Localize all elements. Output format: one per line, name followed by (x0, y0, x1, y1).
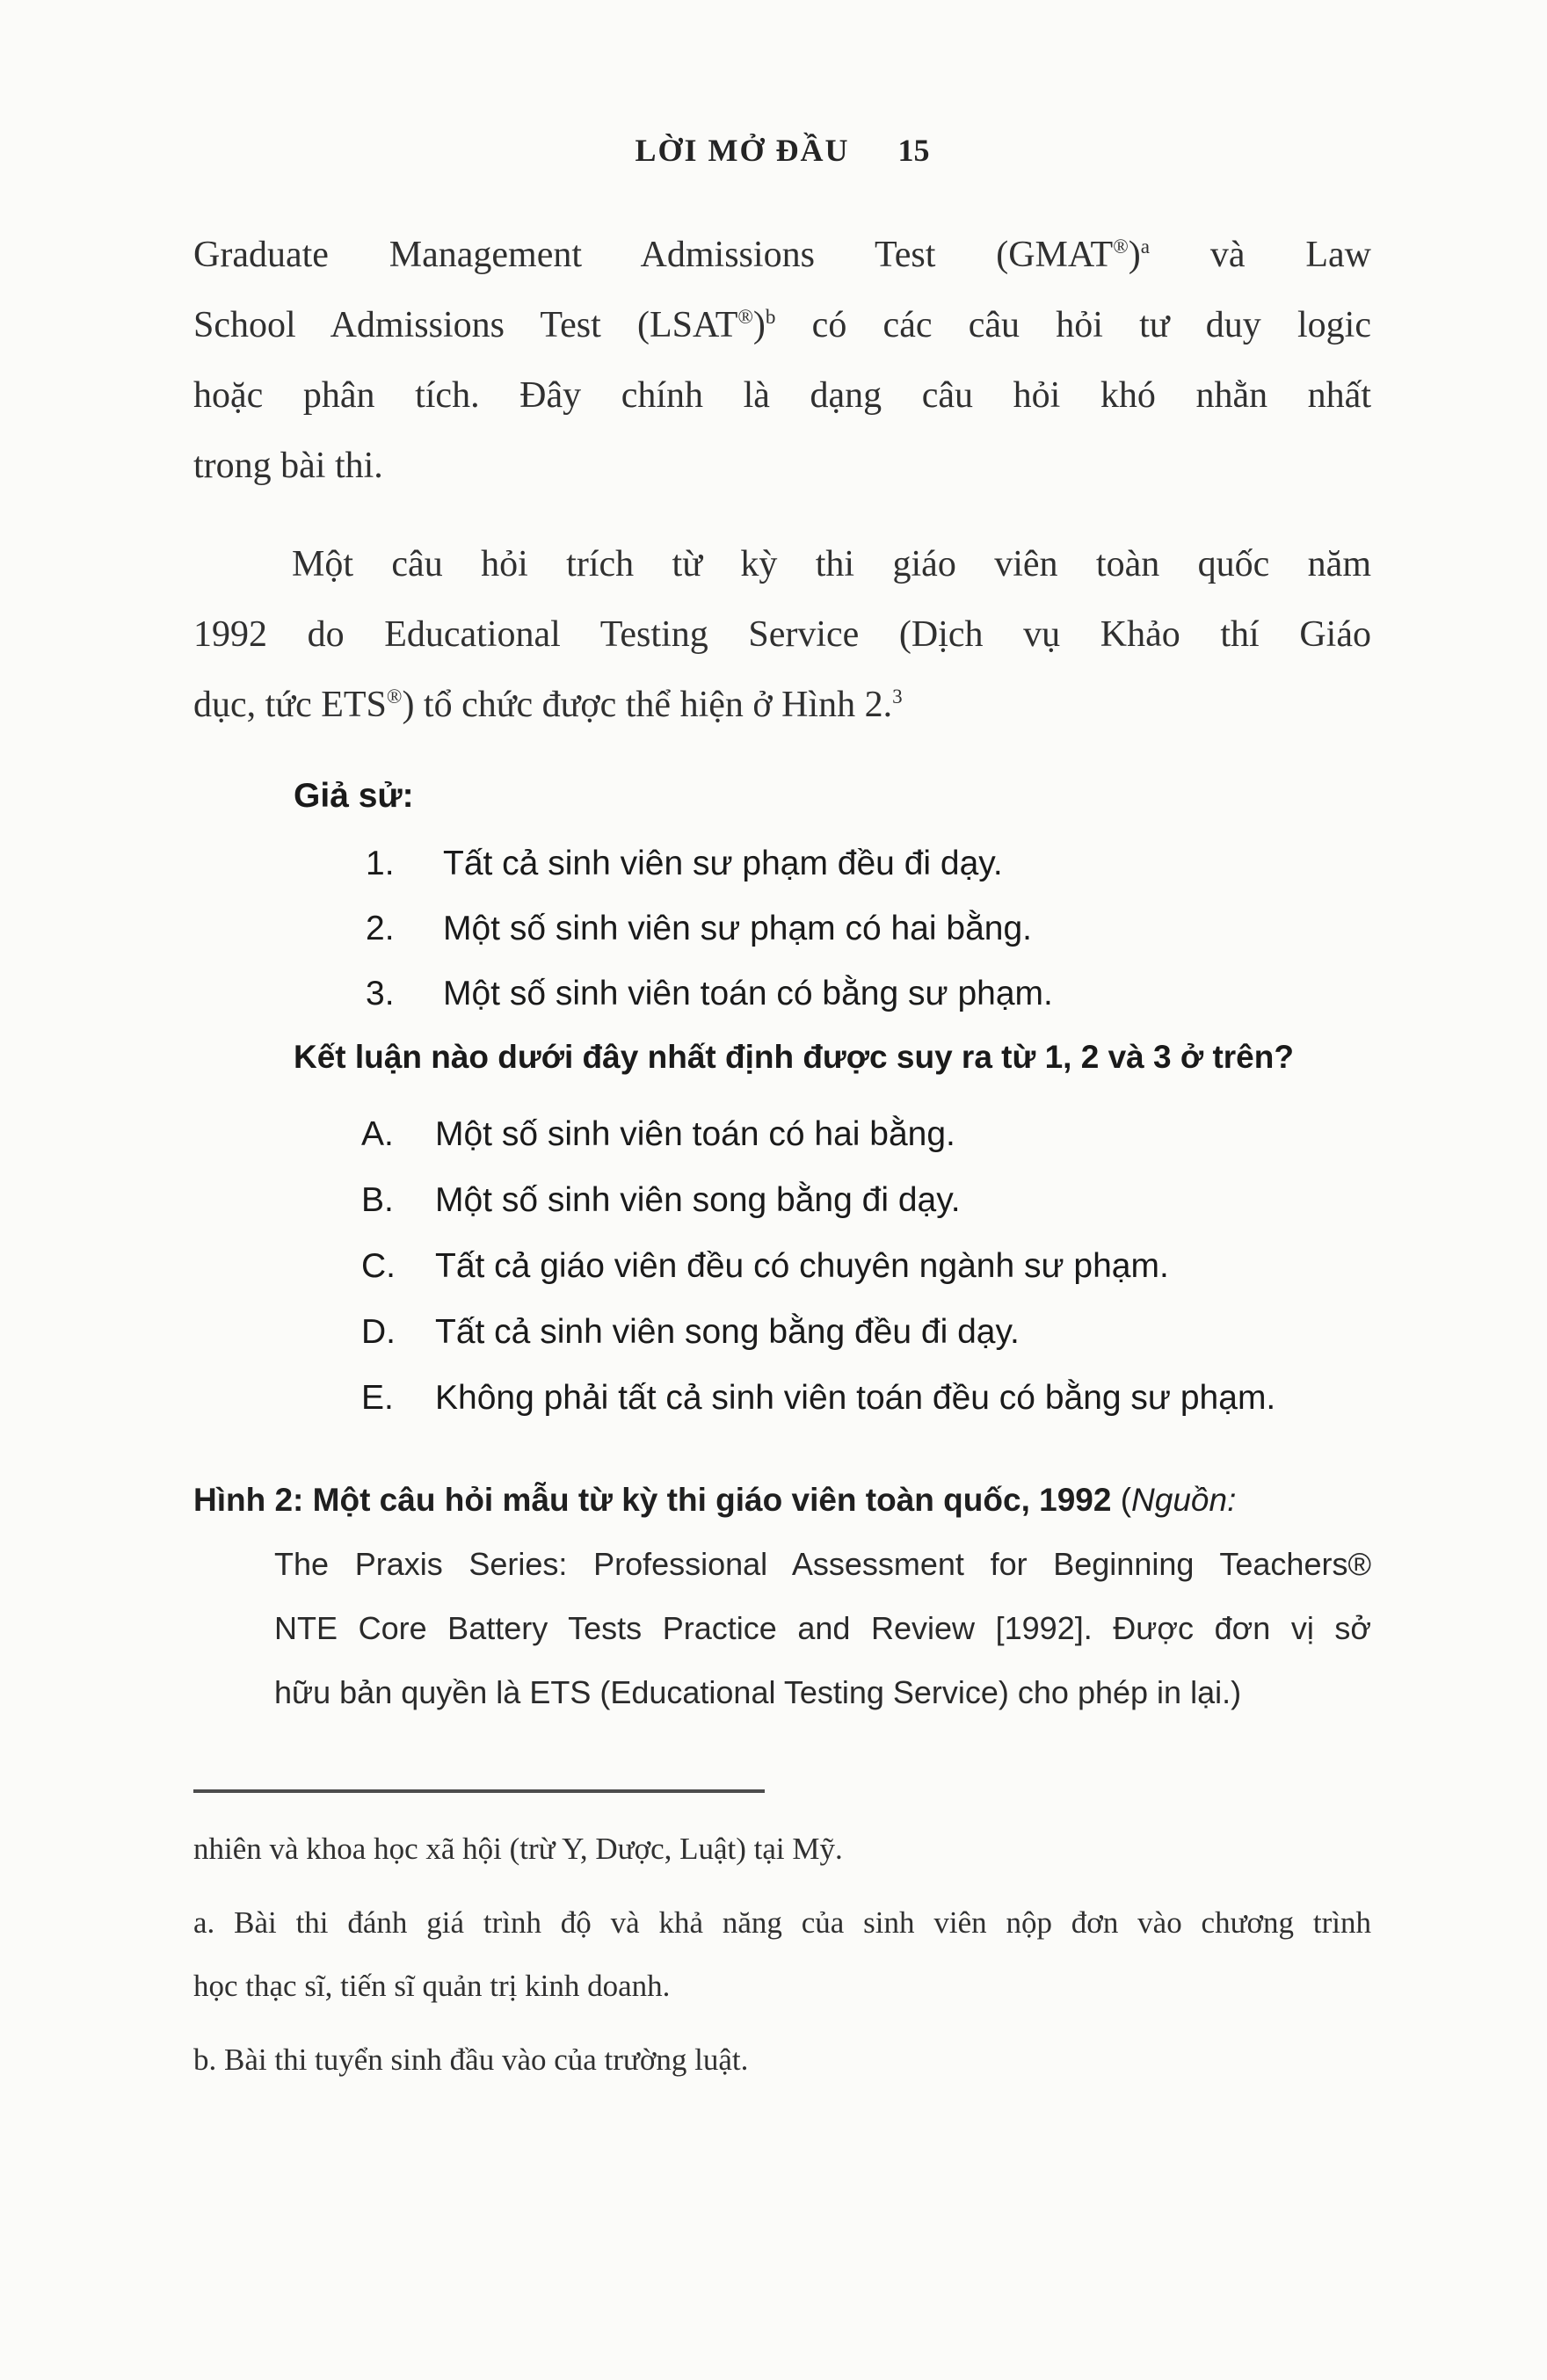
premise-heading: Giả sử: (294, 777, 414, 815)
book-page (0, 130, 1547, 2380)
footnote-ref-a: a (1140, 235, 1151, 258)
premise-number: 3. (366, 975, 395, 1012)
registered-mark: ® (1113, 235, 1129, 258)
option-text: Không phải tất cả sinh viên toán đều có bằng sư phạm. (435, 1379, 1276, 1417)
option-item (361, 1299, 1371, 1365)
option-item (361, 1365, 1371, 1431)
option-list (193, 1101, 1371, 1431)
sample-question-figure (193, 773, 1371, 1431)
option-letter: B. (361, 1181, 394, 1219)
paragraph-line: hoặc phân tích. Đây chính là dạng câu hỏi khó nhằn nhất (193, 375, 1371, 416)
caption-line: hữu bản quyền là ETS (Educational Testing Service) cho phép in lại.) (274, 1674, 1242, 1710)
caption-line: The Praxis Series: Professional Assessment for Beginning Teachers® (274, 1546, 1371, 1582)
footnotes (193, 1818, 1371, 2092)
premise-list (193, 831, 1371, 1027)
intro-paragraph-2 (193, 529, 1371, 740)
question-prompt: Kết luận nào dưới đây nhất định được suy ra từ 1, 2 và 3 ở trên? (294, 1039, 1294, 1075)
footnote-ref-b: b (765, 305, 776, 328)
premise-item (366, 961, 1371, 1027)
paragraph-line: Một câu hỏi trích từ kỳ thi giáo viên toàn quốc năm (292, 544, 1371, 584)
running-header (193, 130, 1371, 171)
premise-text: Tất cả sinh viên sư phạm đều đi dạy. (443, 845, 1003, 882)
option-text: Tất cả sinh viên song bằng đều đi dạy. (435, 1313, 1020, 1351)
option-text: Tất cả giáo viên đều có chuyên ngành sư phạm. (435, 1247, 1169, 1285)
premise-item (366, 896, 1371, 961)
page-number: 15 (897, 133, 930, 168)
premise-number: 1. (366, 845, 395, 882)
footnote-continuation: nhiên và khoa học xã hội (trừ Y, Dược, Luật) tại Mỹ. (193, 1832, 843, 1866)
option-letter: C. (361, 1247, 396, 1285)
footnote-b: b. Bài thi tuyển sinh đầu vào của trường luật. (193, 2043, 749, 2077)
option-text: Một số sinh viên song bằng đi dạy. (435, 1181, 961, 1219)
option-letter: D. (361, 1313, 396, 1351)
caption-title: Hình 2: Một câu hỏi mẫu từ kỳ thi giáo viên toàn quốc, 1992 (193, 1482, 1112, 1518)
caption-line: NTE Core Battery Tests Practice and Review [1992]. Được đơn vị sở (274, 1610, 1371, 1646)
premise-item (366, 831, 1371, 896)
option-item (361, 1233, 1371, 1299)
footnote-a (193, 1891, 1371, 2018)
registered-mark: ® (737, 305, 753, 328)
chapter-title: LỜI MỞ ĐẦU (635, 133, 850, 168)
premise-number: 2. (366, 910, 395, 947)
registered-mark: ® (386, 685, 403, 707)
paragraph-line: 1992 do Educational Testing Service (Dịch vụ Khảo thí Giáo (193, 614, 1371, 655)
option-letter: E. (361, 1379, 394, 1417)
premise-text: Một số sinh viên toán có bằng sư phạm. (443, 975, 1053, 1012)
option-item (361, 1101, 1371, 1167)
figure-caption (193, 1468, 1371, 1724)
footnote-divider (193, 1789, 765, 1793)
paragraph-line: dục, tức ETS®) tổ chức được thể hiện ở Hình 2.$^3$ (193, 685, 903, 725)
footnote-line: a. Bài thi đánh giá trình độ và khả năng của sinh viên nộp đơn vào chương trình (193, 1905, 1371, 1940)
footnote-line: học thạc sĩ, tiến sĩ quản trị kinh doanh. (193, 1969, 671, 2003)
option-item (361, 1167, 1371, 1233)
option-text: Một số sinh viên toán có hai bằng. (435, 1115, 955, 1153)
paragraph-line: trong bài thi. (193, 446, 383, 486)
intro-paragraph-1 (193, 220, 1371, 501)
paragraph-line: Graduate Management Admissions Test (GMAT®)$^a$ và Law (193, 235, 1371, 275)
premise-text: Một số sinh viên sư phạm có hai bằng. (443, 910, 1032, 947)
paragraph-line: School Admissions Test (LSAT®)$^b$ có các câu hỏi tư duy logic (193, 305, 1371, 345)
option-letter: A. (361, 1115, 394, 1153)
caption-title-line: Hình 2: Một câu hỏi mẫu từ kỳ thi giáo viên toàn quốc, 1992 (Nguồn: (193, 1482, 1237, 1518)
endnote-ref-3: 3 (892, 685, 903, 707)
caption-source-label: Nguồn: (1131, 1482, 1237, 1518)
